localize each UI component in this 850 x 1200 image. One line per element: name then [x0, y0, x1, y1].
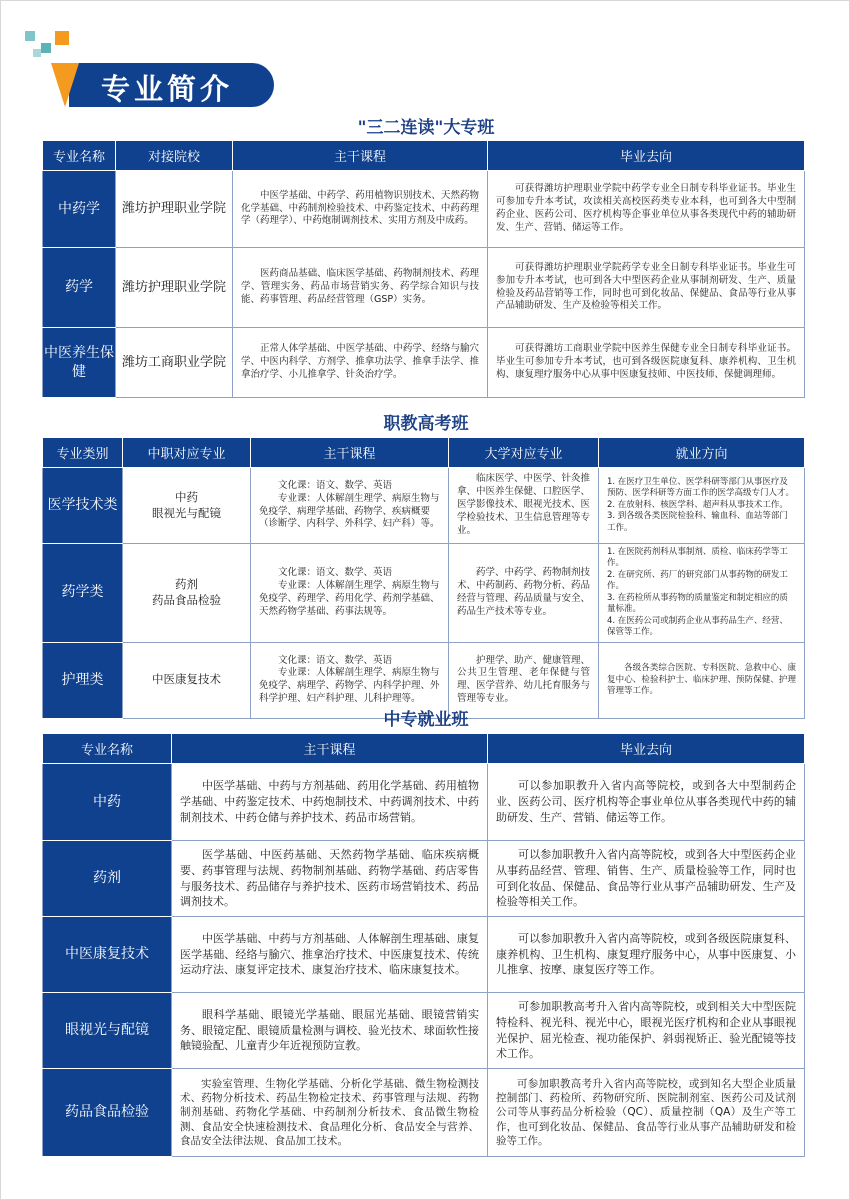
- university-majors: 临床医学、中医学、针灸推拿、中医养生保健、口腔医学、医学影像技术、眼视光技术、医学检验技术、卫生信息管理等专业。: [449, 468, 599, 544]
- core-courses: 医药商品基础、临床医学基础、药物制剂技术、药理学、管理实务、药品市场营销实务、药学综合知识与技能、药事管理、药品经营管理（GSP）实务。: [233, 248, 488, 328]
- career-outcome: 可参加职教高考升入省内高等院校，或到知名大型企业质量控制部门、药检所、药物研究所、医院制剂室、医药公司及试剂公司等从事药品分析检验（QC）、质量控制（QA）及生产等工作，也可到化妆品、保健品、食品等行业从事产品辅助研发和检验等工作。: [488, 1069, 805, 1157]
- core-courses: 实验室管理、生物化学基础、分析化学基础、微生物检测技术、药物分析技术、药品生物检定技术、药事管理与法规、药物制剂基础、药物化学基础、中药制剂分析技术、食品微生物检测、食品安全快速检测技术、食品理化分析、食品安全与营养、食品安全法律法规、食品加工技术。: [172, 1069, 488, 1157]
- decor-square-icon: [41, 43, 51, 53]
- vocational-major: 药剂 药品食品检验: [123, 544, 251, 643]
- col-header: 就业方向: [599, 438, 805, 468]
- major-name: 药品食品检验: [43, 1069, 172, 1157]
- career-outcome: 可参加职教高考升入省内高等院校，或到相关大中型医院特检科、视光科、视光中心，眼视光医疗机构和企业从事眼视光保护、屈光检查、视功能保护、斜弱视矫正、验光配镜等技术工作。: [488, 993, 805, 1069]
- job-item: 3. 在药检所从事药物的质量鉴定和制定相应的质量标准。: [607, 592, 788, 615]
- major-name: 中药: [43, 764, 172, 841]
- university-majors: 药学、中药学、药物制剂技术、中药制药、药物分析、药品经营与管理、药品质量与安全、药品生产技术等专业。: [449, 544, 599, 643]
- core-courses: 专业课：人体解剖生理学、病原生物与免疫学、病理学、药物学、内科学护理、外科学护理、妇产科护理、儿科护理等。: [259, 667, 440, 705]
- table-row: [43, 468, 805, 544]
- job-item: 1. 在医疗卫生单位、医学科研等部门从事医疗及预防、医学科研等方面工作的医学高级专门人才。: [607, 476, 795, 499]
- col-header: 中职对应专业: [123, 438, 251, 468]
- col-header: 专业类别: [43, 438, 123, 468]
- col-header: 对接院校: [116, 141, 233, 171]
- section-title-3: 中专就业班: [383, 710, 469, 730]
- major-name: 药学: [43, 248, 116, 328]
- job-item: 2. 在放射科、核医学科、超声科从事技术工作。: [607, 499, 788, 510]
- core-courses: 中医学基础、中药与方剂基础、人体解剖生理基础、康复医学基础、经络与腧穴、推拿治疗技术、中医康复技术、传统运动疗法、康复评定技术、康复治疗技术、临床康复技术。: [172, 917, 488, 993]
- page-title: 专业简介: [101, 72, 234, 106]
- partner-school: 潍坊护理职业学院: [116, 248, 233, 328]
- core-courses: 中医学基础、中药与方剂基础、药用化学基础、药用植物学基础、中药鉴定技术、中药炮制技术、中药调剂技术、中药制剂技术、中药仓储与养护技术、药品市场营销。: [172, 764, 488, 841]
- table-row: [43, 1069, 805, 1157]
- job-item: 3. 到各级各类医院检验科、输血科、血站等部门工作。: [607, 511, 788, 533]
- decor-square-icon: [55, 31, 69, 45]
- category-name: 医学技术类: [43, 468, 123, 544]
- col-header: 主干课程: [233, 141, 488, 171]
- career-outcome: 可以参加职教升入省内高等院校，或到各大中型制药企业、医药公司、医疗机构等企事业单位从事各类现代中药的辅助研发、生产、营销、储运等工作。: [488, 764, 805, 841]
- major-name: 药剂: [43, 841, 172, 917]
- section-title-1: "三二连读"大专班: [357, 118, 495, 138]
- table-row: [43, 328, 805, 398]
- table-row: [43, 544, 805, 643]
- culture-courses: 文化课：语文、数学、英语: [278, 654, 393, 666]
- university-majors: 护理学、助产、健康管理、公共卫生管理、老年保健与管理、医学营养、幼儿托育服务与管理等专业。: [449, 642, 599, 718]
- section-title-2: 职教高考班: [383, 414, 469, 434]
- major-name: 中医养生保健: [43, 328, 116, 398]
- job-item: 4. 在医药公司或制药企业从事药品生产、经营、保管等工作。: [607, 615, 788, 638]
- career-outcome: 可获得潍坊护理职业学院药学专业全日制专科毕业证书。毕业生可参加专升本考试，也可到各大中型医药企业从事制剂研发、生产、质量检验及药品营销等工作，同时也可到化妆品、保健品、食品等行业从事产品辅助研发、生产及检验等相关工作。: [488, 248, 805, 328]
- decor-square-icon: [33, 49, 41, 57]
- career-outcome: 可以参加职教升入省内高等院校，或到各大中型医药企业从事药品经营、管理、销售、生产、质量检验等工作，同时也可到化妆品、保健品、食品等行业从事产品辅助研发、生产及检验等相关工作。: [488, 841, 805, 917]
- major-name: 中医康复技术: [43, 917, 172, 993]
- table-row: [43, 248, 805, 328]
- culture-courses: 文化课：语文、数学、英语: [278, 567, 393, 579]
- partner-school: 潍坊护理职业学院: [116, 171, 233, 248]
- table-vocational-exam: [42, 437, 805, 719]
- core-courses: 眼科学基础、眼镜光学基础、眼屈光基础、眼镜营销实务、眼镜定配、眼镜质量检测与调校、验光技术、球面软性接触镜验配、儿童青少年近视预防宣教。: [172, 993, 488, 1069]
- core-courses: 中医学基础、中药学、药用植物识别技术、天然药物化学基础、中药制剂检验技术、中药鉴定技术、中药药理学（药理学）、中药炮制调剂技术、实用方剂及中成药。: [233, 171, 488, 248]
- vocational-major: 中药 眼视光与配镜: [123, 468, 251, 544]
- table-row: [43, 764, 805, 841]
- col-header: 大学对应专业: [449, 438, 599, 468]
- core-courses: 专业课：人体解剖生理学、病原生物与免疫学、病理学基础、药物学、疾病概要（诊断学、内科学、外科学、妇产科）等。: [259, 492, 440, 530]
- category-name: 护理类: [43, 642, 123, 718]
- table-row: [43, 917, 805, 993]
- career-outcome: 可获得潍坊工商职业学院中医养生保健专业全日制专科毕业证书。毕业生可参加专升本考试，也可到各级医院康复科、康养机构、卫生机构、康复理疗服务中心从事中医康复技师、中医技师、保健调理师。: [488, 328, 805, 398]
- major-name: 中药学: [43, 171, 116, 248]
- major-name: 眼视光与配镜: [43, 993, 172, 1069]
- decor-square-icon: [25, 31, 35, 41]
- col-header: 主干课程: [251, 438, 449, 468]
- col-header: 主干课程: [172, 734, 488, 764]
- col-header: 专业名称: [43, 734, 172, 764]
- category-name: 药学类: [43, 544, 123, 643]
- table-row: [43, 841, 805, 917]
- table-three-two: [42, 140, 805, 398]
- career-outcome: 可以参加职教升入省内高等院校，或到各级医院康复科、康养机构、卫生机构、康复理疗服务中心，从事中医康复、小儿推拿、按摩、康复医疗等工作。: [488, 917, 805, 993]
- core-courses: 医学基础、中医药基础、天然药物学基础、临床疾病概要、药事管理与法规、药物制剂基础、药物学基础、药店零售与服务技术、药品储存与养护技术、医药市场营销技术、药品调剂技术。: [172, 841, 488, 917]
- career-outcome: 可获得潍坊护理职业学院中药学专业全日制专科毕业证书。毕业生可参加专升本考试，攻读相关高校医药类专业本科，也可到各大中型制药企业、医药公司、医疗机构等企事业单位从事各类现代中药的辅助研发、生产、营销、储运等工作。: [488, 171, 805, 248]
- core-courses: 正常人体学基础、中医学基础、中药学、经络与腧穴学、中医内科学、方剂学、推拿功法学、推拿手法学、推拿治疗学、小儿推拿学、针灸治疗学。: [233, 328, 488, 398]
- job-item: 各级各类综合医院、专科医院、急救中心、康复中心、检验科护士、临床护理、预防保健、护理管理等工作。: [599, 642, 805, 718]
- vocational-major: 中医康复技术: [123, 642, 251, 718]
- table-secondary-employment: [42, 733, 805, 1157]
- col-header: 毕业去向: [488, 734, 805, 764]
- job-item: 1. 在医院药剂科从事制剂、质检、临床药学等工作。: [607, 547, 788, 569]
- core-courses: 专业课：人体解剖生理学、病原生物与免疫学、药理学、药用化学、药剂学基础、天然药物学基础、药事法规等。: [259, 580, 440, 617]
- table-row: [43, 171, 805, 248]
- col-header: 毕业去向: [488, 141, 805, 171]
- culture-courses: 文化课：语文、数学、英语: [278, 479, 393, 491]
- job-item: 2. 在研究所、药厂的研究部门从事药物的研发工作。: [607, 569, 788, 592]
- chevron-icon: [51, 63, 79, 107]
- partner-school: 潍坊工商职业学院: [116, 328, 233, 398]
- table-row: [43, 993, 805, 1069]
- col-header: 专业名称: [43, 141, 116, 171]
